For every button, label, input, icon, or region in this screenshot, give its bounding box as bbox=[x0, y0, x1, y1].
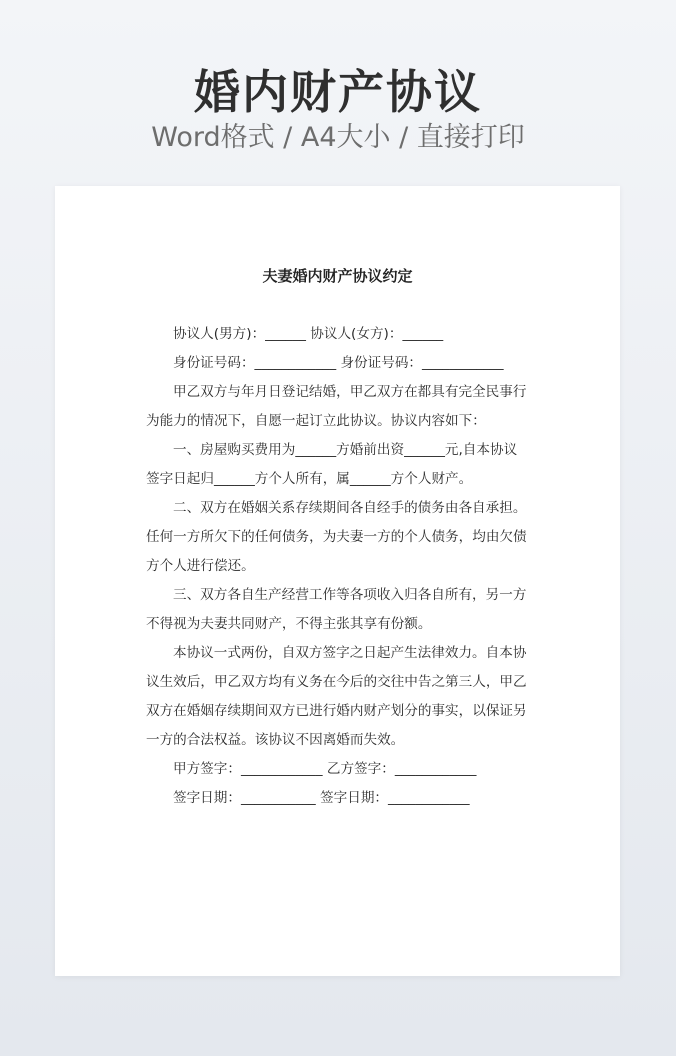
paragraph-line: 甲乙双方与年月日登记结婚，甲乙双方在都具有完全民事行 bbox=[173, 384, 527, 400]
paragraph-line: 不得视为夫妻共同财产，不得主张其享有份额。 bbox=[146, 616, 432, 632]
signature-date-line: 签字日期：___________ 签字日期：____________ bbox=[173, 790, 470, 806]
document-title: 夫妻婚内财产协议约定 bbox=[262, 267, 413, 285]
paragraph-line: 为能力的情况下，自愿一起订立此协议。协议内容如下： bbox=[146, 413, 486, 429]
paragraph-line: 任何一方所欠下的任何债务，为夫妻一方的个人债务，均由欠债 bbox=[146, 529, 527, 545]
signature-line: 甲方签字：____________ 乙方签字：____________ bbox=[173, 761, 477, 777]
document-paper bbox=[55, 186, 620, 976]
id-number-line: 身份证号码：____________ 身份证号码：____________ bbox=[173, 355, 504, 371]
paragraph-line: 签字日起归______方个人所有，属______方个人财产。 bbox=[146, 471, 473, 487]
paragraph-line: 双方在婚姻存续期间双方已进行婚内财产划分的事实，以保证另 bbox=[146, 703, 527, 719]
page-title: 婚内财产协议 bbox=[194, 65, 482, 119]
paragraph-line: 一方的合法权益。该协议不因离婚而失效。 bbox=[146, 732, 405, 748]
paragraph-line: 议生效后，甲乙双方均有义务在今后的交往中告之第三人，甲乙 bbox=[146, 674, 527, 690]
party-line: 协议人(男方)：______ 协议人(女方)：______ bbox=[173, 326, 444, 342]
paragraph-line: 三、双方各自生产经营工作等各项收入归各自所有，另一方 bbox=[173, 587, 527, 603]
paragraph-line: 本协议一式两份，自双方签字之日起产生法律效力。自本协 bbox=[173, 645, 527, 661]
paragraph-line: 二、双方在婚姻关系存续期间各自经手的债务由各自承担。 bbox=[173, 500, 527, 516]
page-subtitle: Word格式 / A4大小 / 直接打印 bbox=[151, 122, 525, 153]
paragraph-line: 一、房屋购买费用为______方婚前出资______元,自本协议 bbox=[173, 442, 518, 458]
paragraph-line: 方个人进行偿还。 bbox=[146, 558, 255, 574]
